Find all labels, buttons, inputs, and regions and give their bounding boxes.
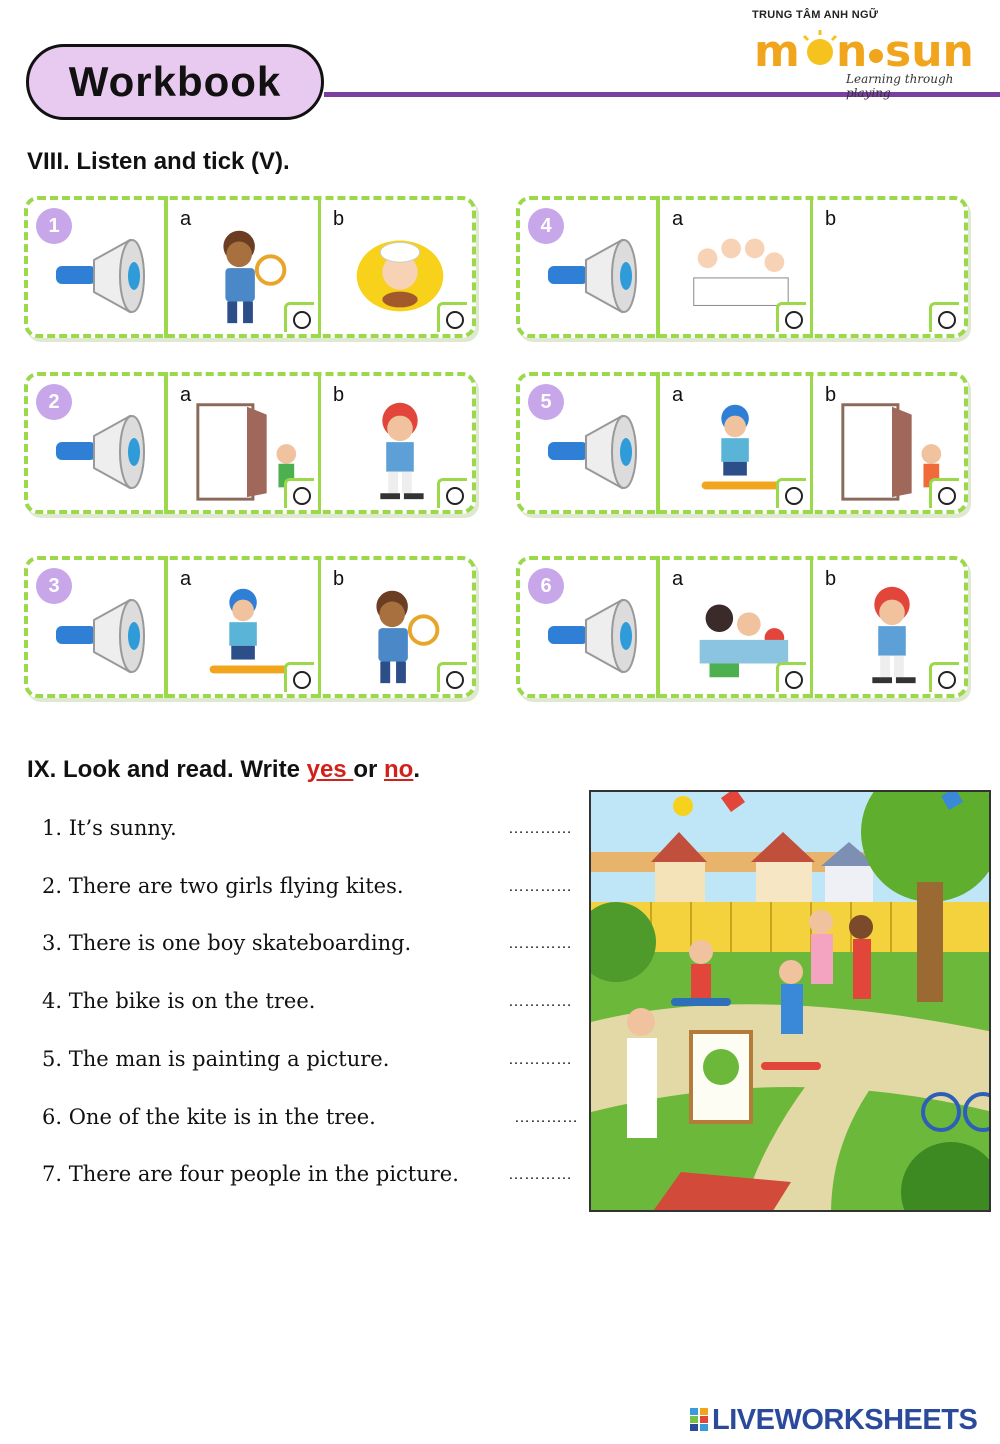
liveworksheets-logo bbox=[690, 1404, 977, 1436]
question-text: 3. There is one boy skateboarding. bbox=[42, 931, 412, 956]
option-a bbox=[662, 564, 808, 692]
card-divider bbox=[318, 372, 321, 514]
listen-item-card bbox=[516, 372, 968, 514]
item-number: 2 bbox=[36, 384, 72, 420]
speaker-icon[interactable] bbox=[50, 596, 160, 676]
question-text: 1. It’s sunny. bbox=[42, 816, 177, 840]
option-a-label: a bbox=[180, 208, 192, 230]
footer-brand: LIVEWORKSHEETS bbox=[712, 1403, 978, 1436]
option-a bbox=[170, 380, 316, 508]
or-word: or bbox=[353, 756, 384, 783]
option-b-label: b bbox=[333, 384, 345, 406]
svg-text:m: m bbox=[754, 26, 800, 74]
section-ix-title bbox=[27, 756, 420, 784]
option-a bbox=[662, 204, 808, 332]
option-a-label: a bbox=[672, 568, 684, 590]
card-divider bbox=[318, 196, 321, 338]
section-ix-prefix: IX. Look and read. Write bbox=[27, 756, 307, 783]
yes-word: yes bbox=[306, 756, 354, 783]
card-divider bbox=[164, 196, 168, 338]
workbook-label: Workbook bbox=[68, 58, 282, 105]
option-b bbox=[323, 204, 469, 332]
option-a-label: a bbox=[180, 384, 192, 406]
listen-item-card bbox=[24, 556, 476, 698]
card-divider bbox=[164, 372, 168, 514]
question-text: 6. One of the kite is in the tree. bbox=[42, 1104, 376, 1129]
card-divider bbox=[656, 372, 660, 514]
option-b bbox=[815, 380, 961, 508]
option-a bbox=[662, 380, 808, 508]
tick-circle-a[interactable] bbox=[776, 662, 806, 692]
speaker-icon[interactable] bbox=[542, 236, 652, 316]
option-b-label: b bbox=[825, 208, 837, 230]
tick-circle-b[interactable] bbox=[929, 662, 959, 692]
tick-circle-b[interactable] bbox=[437, 478, 467, 508]
listen-item-card bbox=[516, 556, 968, 698]
item-number: 5 bbox=[528, 384, 564, 420]
option-a-label: a bbox=[180, 568, 192, 590]
question-text: 7. There are four people in the picture. bbox=[42, 1162, 459, 1187]
section-viii-title: VIII. Listen and tick (V). bbox=[27, 148, 290, 175]
tick-circle-b[interactable] bbox=[437, 302, 467, 332]
tick-circle-a[interactable] bbox=[776, 302, 806, 332]
logo-wordmark-icon bbox=[752, 26, 982, 74]
card-divider bbox=[810, 196, 813, 338]
option-a-label: a bbox=[672, 208, 684, 230]
speaker-icon[interactable] bbox=[50, 412, 160, 492]
question-text: 5. The man is painting a picture. bbox=[42, 1046, 390, 1071]
answer-blank[interactable]: ………… bbox=[508, 993, 572, 1011]
moon-sun-logo bbox=[752, 6, 986, 100]
item-number: 1 bbox=[36, 208, 72, 244]
speaker-icon[interactable] bbox=[50, 236, 160, 316]
speaker-icon[interactable] bbox=[542, 412, 652, 492]
tick-circle-a[interactable] bbox=[776, 478, 806, 508]
tick-circle-a[interactable] bbox=[284, 478, 314, 508]
question-text: 4. The bike is on the tree. bbox=[42, 989, 316, 1014]
tick-circle-b[interactable] bbox=[437, 662, 467, 692]
option-b bbox=[323, 564, 469, 692]
option-b-label: b bbox=[333, 568, 345, 590]
answer-blank[interactable]: ………… bbox=[514, 1108, 578, 1126]
tick-circle-a[interactable] bbox=[284, 302, 314, 332]
workbook-badge bbox=[26, 44, 324, 120]
card-divider bbox=[810, 372, 813, 514]
listen-item-card bbox=[24, 372, 476, 514]
card-divider bbox=[656, 196, 660, 338]
option-a-label: a bbox=[672, 384, 684, 406]
option-a bbox=[170, 204, 316, 332]
option-b bbox=[323, 380, 469, 508]
tick-circle-a[interactable] bbox=[284, 662, 314, 692]
card-divider bbox=[164, 556, 168, 698]
title-period: . bbox=[413, 756, 420, 783]
tick-circle-b[interactable] bbox=[929, 302, 959, 332]
option-b bbox=[815, 204, 961, 332]
card-divider bbox=[318, 556, 321, 698]
answer-blank[interactable]: ………… bbox=[508, 1050, 572, 1068]
answer-blank[interactable]: ………… bbox=[508, 877, 572, 895]
card-divider bbox=[810, 556, 813, 698]
option-b bbox=[815, 564, 961, 692]
tick-circle-b[interactable] bbox=[929, 478, 959, 508]
option-b-label: b bbox=[825, 384, 837, 406]
option-b-label: b bbox=[825, 568, 837, 590]
question-text: 2. There are two girls flying kites. bbox=[42, 873, 404, 898]
listen-item-card bbox=[24, 196, 476, 338]
item-number: 6 bbox=[528, 568, 564, 604]
listen-item-card bbox=[516, 196, 968, 338]
no-word: no bbox=[384, 756, 414, 783]
option-b-label: b bbox=[333, 208, 345, 230]
card-divider bbox=[656, 556, 660, 698]
option-a bbox=[170, 564, 316, 692]
logo-tagline: Learning through playing bbox=[846, 72, 954, 100]
logo-top-text: TRUNG TÂM ANH NGỮ bbox=[752, 9, 879, 21]
svg-text:n: n bbox=[836, 26, 868, 74]
answer-blank[interactable]: ………… bbox=[508, 820, 572, 837]
answer-blank[interactable]: ………… bbox=[508, 935, 572, 953]
park-scene-image bbox=[589, 790, 991, 1212]
svg-text:sun: sun bbox=[885, 26, 974, 74]
liveworksheets-blocks-icon bbox=[690, 1408, 708, 1432]
item-number: 3 bbox=[36, 568, 72, 604]
answer-blank[interactable]: ………… bbox=[508, 1166, 572, 1184]
item-number: 4 bbox=[528, 208, 564, 244]
speaker-icon[interactable] bbox=[542, 596, 652, 676]
